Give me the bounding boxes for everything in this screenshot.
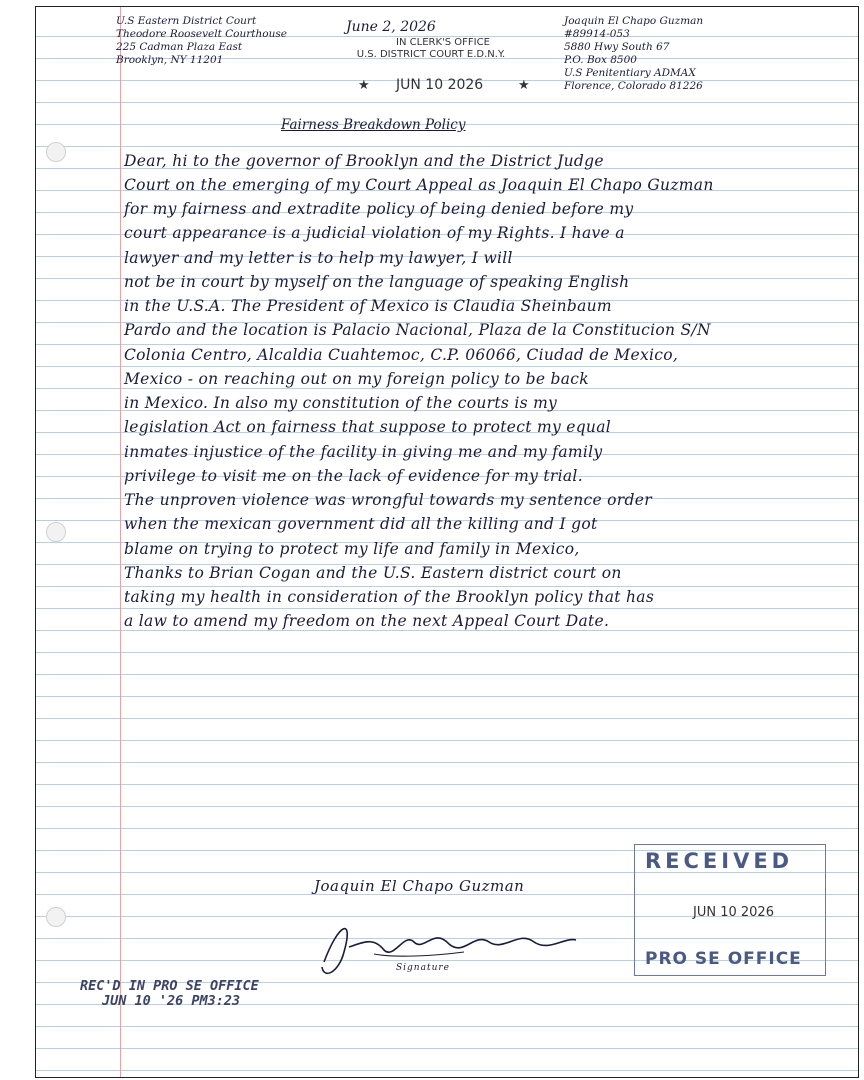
closing-name: Joaquin El Chapo Guzman bbox=[314, 877, 525, 895]
return-address bbox=[564, 15, 703, 93]
body-line: lawyer and my letter is to help my lawyer, I will bbox=[124, 249, 513, 267]
body-line: Colonia Centro, Alcaldia Cuahtemoc, C.P. 06066, Ciudad de Mexico, bbox=[124, 346, 679, 364]
return-address-line: Florence, Colorado 81226 bbox=[564, 80, 703, 92]
received-stamp bbox=[634, 844, 826, 976]
body-line: Court on the emerging of my Court Appeal as Joaquin El Chapo Guzman bbox=[124, 176, 714, 194]
body-line: a law to amend my freedom on the next Appeal Court Date. bbox=[124, 612, 610, 630]
body-line: Dear, hi to the governor of Brooklyn and the District Judge bbox=[124, 152, 604, 170]
recd-stamp-line1: REC'D IN PRO SE OFFICE bbox=[80, 978, 259, 994]
notebook-page bbox=[35, 6, 859, 1078]
binder-hole bbox=[46, 907, 66, 927]
sender-line: Brooklyn, NY 11201 bbox=[116, 54, 224, 66]
clerk-stamp-line2: U.S. DISTRICT COURT E.D.N.Y. bbox=[356, 49, 506, 60]
return-address-line: Joaquin El Chapo Guzman bbox=[564, 15, 704, 27]
body-line: in Mexico. In also my constitution of the courts is my bbox=[124, 394, 558, 412]
recd-stamp-line2: JUN 10 '26 PM3:23 bbox=[102, 993, 241, 1009]
sender-line: U.S Eastern District Court bbox=[116, 15, 257, 27]
received-stamp-date: JUN 10 2026 bbox=[693, 905, 774, 920]
return-address-line: P.O. Box 8500 bbox=[564, 54, 637, 66]
received-stamp-title: RECEIVED bbox=[645, 849, 794, 873]
clerk-stamp-star: ★ bbox=[518, 78, 530, 93]
recd-pro-se-stamp bbox=[80, 979, 259, 1009]
body-line: in the U.S.A. The President of Mexico is Claudia Sheinbaum bbox=[124, 297, 612, 315]
body-line: blame on trying to protect my life and family in Mexico, bbox=[124, 540, 580, 558]
signature-label: Signature bbox=[396, 963, 451, 973]
clerk-stamp-line1: IN CLERK'S OFFICE bbox=[396, 37, 490, 48]
body-line: Mexico - on reaching out on my foreign policy to be back bbox=[124, 370, 589, 388]
body-line: not be in court by myself on the language of speaking English bbox=[124, 273, 630, 291]
body-line: legislation Act on fairness that suppose to protect my equal bbox=[124, 418, 612, 436]
body-line: Thanks to Brian Cogan and the U.S. Eastern district court on bbox=[124, 564, 622, 582]
binder-hole bbox=[46, 142, 66, 162]
letter-subject: Fairness Breakdown Policy bbox=[281, 117, 466, 133]
clerk-stamp-date: JUN 10 2026 bbox=[396, 77, 484, 93]
sender-line: 225 Cadman Plaza East bbox=[116, 41, 243, 53]
body-line: The unproven violence was wrongful towards my sentence order bbox=[124, 491, 652, 509]
sender-block bbox=[116, 15, 287, 67]
body-line: privilege to visit me on the lack of evidence for my trial. bbox=[124, 467, 583, 485]
sender-line: Theodore Roosevelt Courthouse bbox=[116, 28, 287, 40]
margin-line bbox=[120, 7, 121, 1077]
received-stamp-office: PRO SE OFFICE bbox=[645, 949, 802, 969]
body-line: inmates injustice of the facility in giving me and my family bbox=[124, 443, 603, 461]
return-address-line: U.S Penitentiary ADMAX bbox=[564, 67, 696, 79]
return-address-line: 5880 Hwy South 67 bbox=[564, 41, 670, 53]
return-address-line: #89914-053 bbox=[564, 28, 630, 40]
binder-hole bbox=[46, 522, 66, 542]
date-written: June 2, 2026 bbox=[346, 19, 436, 35]
body-line: Pardo and the location is Palacio Nacional, Plaza de la Constitucion S/N bbox=[124, 321, 711, 339]
body-line: when the mexican government did all the killing and I got bbox=[124, 515, 598, 533]
body-line: court appearance is a judicial violation of my Rights. I have a bbox=[124, 224, 625, 242]
handwritten-signature bbox=[314, 912, 584, 984]
body-line: taking my health in consideration of the Brooklyn policy that has bbox=[124, 588, 655, 606]
body-line: for my fairness and extradite policy of being denied before my bbox=[124, 200, 634, 218]
clerk-stamp-star: ★ bbox=[358, 78, 370, 93]
